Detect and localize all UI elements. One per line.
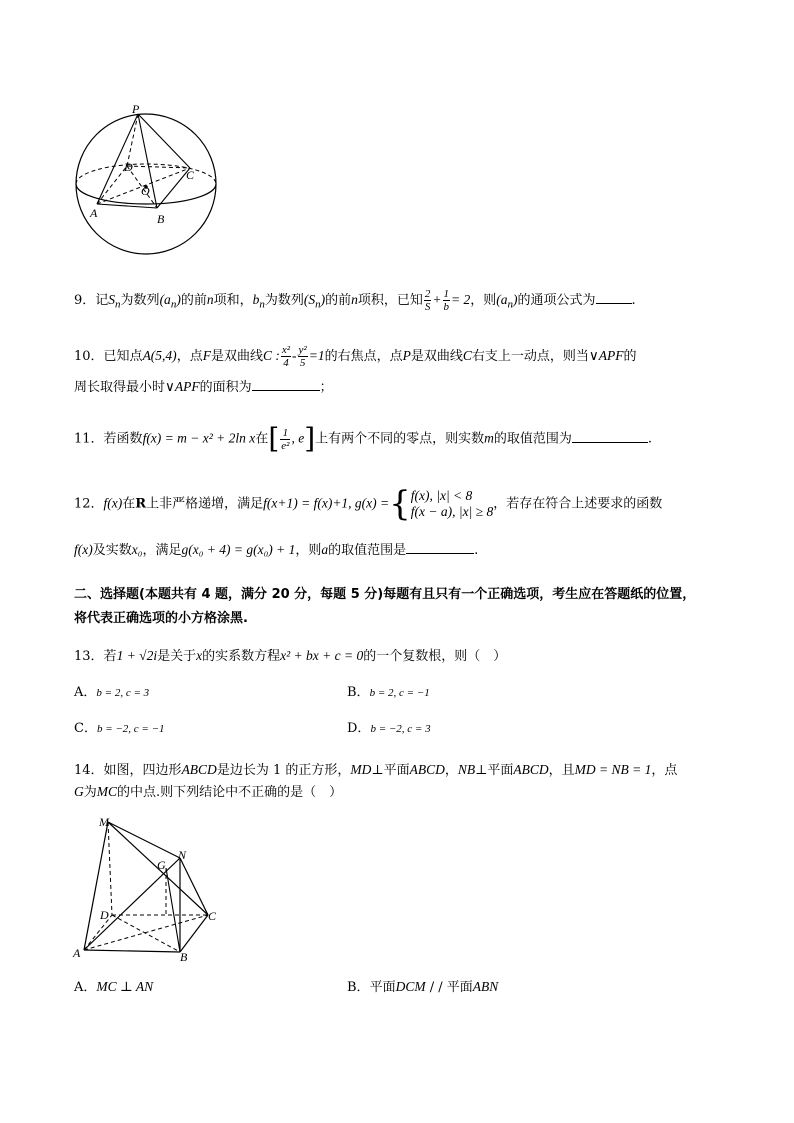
option-14-B[interactable]: B．平面DCM / / 平面ABN: [347, 979, 499, 995]
option-13-C[interactable]: C．b = −2, c = −1: [74, 721, 165, 736]
question-12-line-1: 12．f(x)在R上非严格递增，满足f(x+1) = f(x)+1, g(x) ={ f(x), |x| < 8 f(x − a), |x| ≥ 8 ，若存在符合上述要求的函数: [74, 484, 663, 524]
question-11: 11．若函数f(x) = m − x² + 2ln x在[ $\frac{1}{\text{e²}}$ , e]上有两个不同的零点，则实数m的取值范围为 .: [74, 422, 653, 455]
label-D: D: [100, 908, 109, 922]
question-10-line-2: 周长取得最小时∨APF的面积为 ；: [74, 379, 333, 395]
question-14-line-2: G为MC的中点.则下列结论中不正确的是（ ）: [74, 784, 343, 800]
label-B: B: [180, 950, 188, 964]
answer-blank-11[interactable]: [572, 429, 648, 443]
prism-figure: [70, 812, 230, 967]
label-A: A: [90, 206, 98, 220]
question-13: 13．若1 + √2i是关于x的实系数方程x² + bx + c = 0的一个复数根，则（ ）: [74, 648, 507, 664]
section-2-heading-line-1: 二、选择题(本题共有 4 题，满分 20 分，每题 5 分)每题有且只有一个正确选项，考生应在答题纸的位置，: [74, 587, 696, 602]
question-10-line-1: 10．已知点A(5,4)，点F是双曲线C : $\frac{\text{x²}}{4}$ - $\frac{\text{y²}}{5}$ =1的右焦点，点P是双曲线C右支上一动点，则当∨APF的: [74, 344, 637, 369]
label-D: D: [124, 160, 133, 174]
label-C: C: [208, 909, 217, 923]
sphere-figure: [70, 100, 230, 260]
answer-blank-12[interactable]: [406, 540, 474, 554]
option-13-A[interactable]: A．b = 2, c = 3: [74, 685, 150, 700]
label-M: M: [99, 815, 109, 829]
label-G: G: [157, 858, 166, 872]
label-O: O: [141, 184, 150, 198]
question-12-line-2: f(x)及实数x₀，满足g(x₀ + 4) = g(x₀) + 1，则a的取值范围是 .: [74, 542, 479, 558]
question-9: 9．记$S_n$为数列$(a_n)$的前n项和，$b_n$为数列$(S_n)$的前n项积，已知 $\frac{2}{S}$ + $\frac{1}{b}$ = 2，则$(a_n)$的通项公式为 .: [74, 288, 636, 313]
answer-blank-9[interactable]: [596, 290, 632, 304]
option-13-D[interactable]: D．b = −2, c = 3: [347, 721, 431, 736]
label-B: B: [157, 212, 165, 226]
question-14-line-1: 14．如图，四边形ABCD是边长为 1 的正方形，MD⊥平面ABCD，NB⊥平面ABCD，且MD = NB = 1，点: [74, 762, 678, 778]
answer-blank-10[interactable]: [252, 377, 320, 391]
label-P: P: [132, 102, 140, 116]
label-C: C: [186, 168, 195, 182]
label-A: A: [73, 946, 81, 960]
section-2-heading-line-2: 将代表正确选项的小方格涂黑.: [74, 611, 248, 626]
option-14-A[interactable]: A．MC ⊥ AN: [74, 979, 154, 995]
label-N: N: [178, 848, 187, 862]
option-13-B[interactable]: B．b = 2, c = −1: [347, 685, 430, 700]
